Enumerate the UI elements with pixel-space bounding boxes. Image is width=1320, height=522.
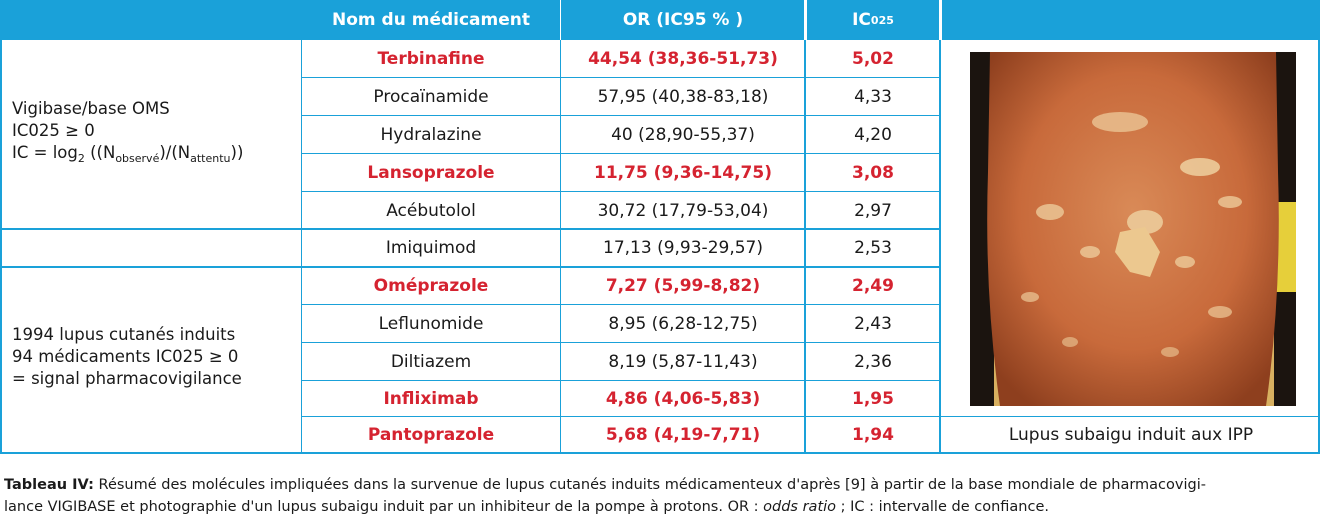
odds-ratio-cell: 5,68 (4,19-7,71) [605, 425, 761, 445]
footnote-line2 [4, 496, 1316, 518]
ic025-cell: 1,94 [852, 425, 894, 445]
header-divider [939, 0, 942, 40]
formula-mid: )/(N [159, 143, 191, 162]
photo-caption: Lupus subaigu induit aux IPP [1008, 425, 1254, 445]
vigibase-line2: IC025 ≥ 0 [12, 121, 95, 140]
odds-ratio-cell: 44,54 (38,36-51,73) [588, 49, 778, 69]
formula-open: ((N [84, 143, 116, 162]
drug-name-cell: Imiquimod [385, 238, 477, 258]
ic025-cell: 2,36 [854, 352, 892, 372]
odds-ratio-cell: 8,95 (6,28-12,75) [608, 314, 758, 334]
group-vigibase [12, 98, 243, 170]
odds-ratio-cell: 57,95 (40,38-83,18) [597, 87, 769, 107]
lupus-line3: = signal pharmacovigilance [12, 369, 242, 388]
odds-ratio-cell: 11,75 (9,36-14,75) [593, 163, 772, 183]
drug-name-cell: Acébutolol [386, 201, 476, 221]
lupus-line2: 94 médicaments IC025 ≥ 0 [12, 347, 239, 366]
ic025-cell: 5,02 [852, 49, 894, 69]
formula-att-sub: attentu [190, 152, 231, 165]
ic025-cell: 2,53 [854, 238, 892, 258]
ic025-cell: 4,20 [854, 125, 892, 145]
lupus-photo [970, 52, 1296, 406]
footnote-line1 [4, 474, 1316, 496]
ic025-cell: 2,43 [854, 314, 892, 334]
border-left [0, 40, 2, 454]
odds-ratio-cell: 7,27 (5,99-8,82) [605, 276, 761, 296]
vigibase-formula [12, 142, 243, 170]
footnote-label: Tableau IV: [4, 477, 94, 493]
drug-name-cell: Diltiazem [390, 352, 472, 372]
group-lupus [12, 324, 242, 390]
drug-name-cell: Pantoprazole [367, 425, 495, 445]
drug-name-cell: Procaïnamide [373, 87, 489, 107]
odds-ratio-cell: 4,86 (4,06-5,83) [605, 389, 761, 409]
odds-ratio-cell: 30,72 (17,79-53,04) [597, 201, 769, 221]
header-ic-sub: 025 [870, 13, 894, 27]
table-header [0, 0, 1320, 40]
formula-log-sub: 2 [77, 152, 85, 165]
lupus-line1: 1994 lupus cutanés induits [12, 325, 236, 344]
drug-name-cell: Infliximab [383, 389, 479, 409]
header-or: OR (IC95 % ) [622, 10, 744, 30]
header-divider [560, 0, 561, 40]
footnote-italic: odds ratio [763, 499, 837, 515]
drug-name-cell: Terbinafine [377, 49, 485, 69]
lupus-photo-image [970, 52, 1296, 406]
odds-ratio-cell: 40 (28,90-55,37) [611, 125, 755, 145]
header-ic-main: IC [852, 10, 871, 30]
footnote-text1: Résumé des molécules impliquées dans la survenue de lupus cutanés induits médicamenteux d'après [9] à partir de la base mondiale de pharmacovigi- [93, 477, 1206, 493]
column-divider [804, 40, 806, 454]
formula-obs-sub: observé [115, 152, 160, 165]
table-footnote [4, 474, 1316, 518]
footnote-text3: ; IC : intervalle de confiance. [836, 499, 1049, 515]
ic025-cell: 2,49 [852, 276, 894, 296]
column-divider [560, 40, 561, 454]
formula-close: )) [230, 143, 244, 162]
drug-name-cell: Leflunomide [378, 314, 484, 334]
ic025-cell: 4,33 [854, 87, 892, 107]
header-drug-name: Nom du médicament [332, 10, 530, 30]
vigibase-line1: Vigibase/base OMS [12, 99, 170, 118]
drug-name-cell: Lansoprazole [367, 163, 495, 183]
ic025-cell: 3,08 [852, 163, 894, 183]
odds-ratio-cell: 17,13 (9,93-29,57) [603, 238, 763, 258]
ic025-cell: 2,97 [854, 201, 892, 221]
column-divider [939, 40, 941, 454]
odds-ratio-cell: 8,19 (5,87-11,43) [608, 352, 758, 372]
formula-prefix: IC = log [12, 143, 78, 162]
footnote-text2: lance VIGIBASE et photographie d'un lupus subaigu induit par un inhibiteur de la pompe à protons. OR : [4, 499, 764, 515]
drug-name-cell: Hydralazine [380, 125, 482, 145]
header-ic025 [807, 0, 939, 40]
ic025-cell: 1,95 [852, 389, 894, 409]
drug-name-cell: Oméprazole [373, 276, 489, 296]
